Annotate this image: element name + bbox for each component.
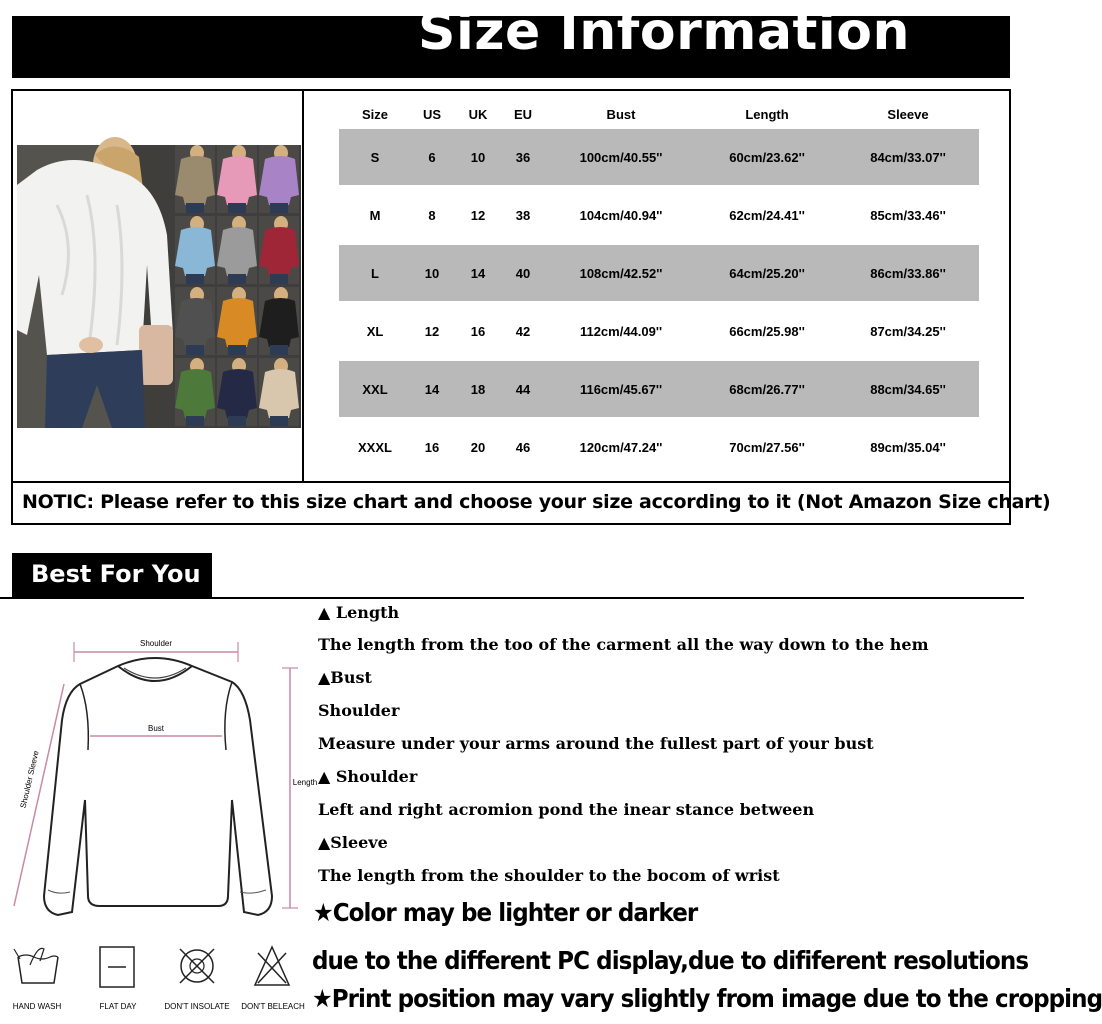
table-cell: 86cm/33.86'' <box>870 266 946 281</box>
table-cell: 42 <box>515 324 531 339</box>
table-cell: 12 <box>470 208 486 223</box>
table-cell: 84cm/33.07'' <box>870 150 946 165</box>
table-cell: 64cm/25.20'' <box>729 266 805 281</box>
table-cell: 46 <box>515 440 531 455</box>
frame-divider-vertical <box>302 89 304 482</box>
table-cell: 14 <box>470 266 486 281</box>
table-cell: 44 <box>515 382 531 397</box>
table-cell: M <box>369 208 381 223</box>
table-cell: 18 <box>470 382 486 397</box>
care-label-dont-bleach: DON'T BELEACH <box>241 1002 305 1011</box>
color-thumbnail <box>217 216 257 284</box>
table-cell: 87cm/34.25'' <box>870 324 946 339</box>
care-label-flat-dry: FLAT DAY <box>99 1002 137 1011</box>
table-header-cell: Size <box>361 107 389 122</box>
shoulder-text: Left and right acromion pond the inear stance between <box>318 800 815 819</box>
table-cell: 10 <box>424 266 440 281</box>
table-header-cell: US <box>422 107 442 122</box>
flat-dry-icon <box>100 947 134 987</box>
table-cell: L <box>371 266 379 281</box>
table-cell: 89cm/35.04'' <box>870 440 946 455</box>
table-header-cell: Length <box>745 107 789 122</box>
table-cell: 116cm/45.67'' <box>579 382 663 397</box>
color-note: ★Color may be lighter or darker <box>313 898 698 927</box>
sleeve-title: ▲Sleeve <box>318 833 388 852</box>
best-for-you-heading: Best For You <box>31 560 201 588</box>
color-thumbnail <box>175 145 215 213</box>
table-cell: 104cm/40.94'' <box>579 208 663 223</box>
table-cell: 85cm/33.46'' <box>870 208 946 223</box>
diagram-shoulder-label: Shoulder <box>139 639 173 648</box>
diagram-length-label: Length <box>292 778 318 787</box>
table-cell: 12 <box>424 324 440 339</box>
table-cell: XL <box>366 324 384 339</box>
table-cell: 14 <box>424 382 440 397</box>
shoulder-title: ▲ Shoulder <box>318 767 418 786</box>
table-header-cell: Bust <box>606 107 636 122</box>
table-cell: 16 <box>470 324 486 339</box>
color-thumbnail <box>217 287 257 355</box>
table-cell: 10 <box>470 150 486 165</box>
table-cell: 108cm/42.52'' <box>579 266 663 281</box>
table-cell: 88cm/34.65'' <box>870 382 946 397</box>
table-cell: 66cm/25.98'' <box>729 324 805 339</box>
hand-wash-icon <box>14 948 58 983</box>
table-cell: S <box>370 150 380 165</box>
table-cell: 6 <box>428 150 436 165</box>
length-title: ▲ Length <box>318 603 400 622</box>
table-cell: 62cm/24.41'' <box>729 208 805 223</box>
color-thumbnail <box>175 358 215 426</box>
table-cell: 112cm/44.09'' <box>579 324 663 339</box>
bust-text: Measure under your arms around the fullest part of your bust <box>318 734 874 753</box>
print-note: ★Print position may vary slightly from image due to the cropping <box>312 984 1102 1013</box>
table-cell: XXL <box>362 382 388 397</box>
color-thumbnail <box>217 145 257 213</box>
sleeve-text: The length from the shoulder to the bocom of wrist <box>318 866 780 885</box>
table-cell: 20 <box>470 440 486 455</box>
color-thumbnail <box>175 287 215 355</box>
color-thumbnail <box>259 145 299 213</box>
color-thumbnail <box>259 358 299 426</box>
table-cell: 60cm/23.62'' <box>729 150 805 165</box>
bust-title: ▲Bust <box>318 668 372 687</box>
color-thumbnail <box>217 358 257 426</box>
frame-divider-horizontal <box>11 481 1011 483</box>
table-header-cell: UK <box>468 107 488 122</box>
diagram-bust-label: Bust <box>147 724 165 733</box>
table-header-cell: Sleeve <box>887 107 929 122</box>
display-note: due to the different PC display,due to dififerent resolutions <box>312 946 1029 975</box>
table-cell: 36 <box>515 150 531 165</box>
table-cell: 40 <box>515 266 531 281</box>
model-in-white-sweater <box>17 145 173 428</box>
size-notice: NOTIC: Please refer to this size chart and choose your size according to it (Not Amazon Size chart) <box>22 491 1051 513</box>
dont-bleach-icon <box>255 947 289 985</box>
dont-insolate-icon <box>180 949 214 983</box>
care-label-dont-insolate: DON'T INSOLATE <box>164 1002 230 1011</box>
table-cell: 70cm/27.56'' <box>729 440 805 455</box>
sweater-measurement-diagram <box>0 600 318 930</box>
table-cell: 100cm/40.55'' <box>579 150 663 165</box>
table-cell: 120cm/47.24'' <box>579 440 663 455</box>
table-cell: XXXL <box>358 440 392 455</box>
table-cell: 38 <box>515 208 531 223</box>
care-label-hand-wash: HAND WASH <box>12 1002 62 1011</box>
table-header-cell: EU <box>513 107 533 122</box>
color-thumbnail <box>259 216 299 284</box>
length-text: The length from the too of the carment all the way down to the hem <box>318 635 929 654</box>
page-title: Size Information <box>418 2 910 62</box>
section-rule <box>0 597 1024 599</box>
care-icons <box>0 935 305 1000</box>
color-thumbnail <box>175 216 215 284</box>
bust-subtitle: Shoulder <box>318 701 400 720</box>
diagram-sleeve-label: Shoulder Sleeve <box>18 749 41 810</box>
main-product-photo <box>17 145 173 428</box>
color-variant-thumbnails <box>175 145 301 428</box>
table-cell: 8 <box>428 208 436 223</box>
table-cell: 68cm/26.77'' <box>729 382 805 397</box>
color-thumbnail <box>259 287 299 355</box>
table-cell: 16 <box>424 440 440 455</box>
